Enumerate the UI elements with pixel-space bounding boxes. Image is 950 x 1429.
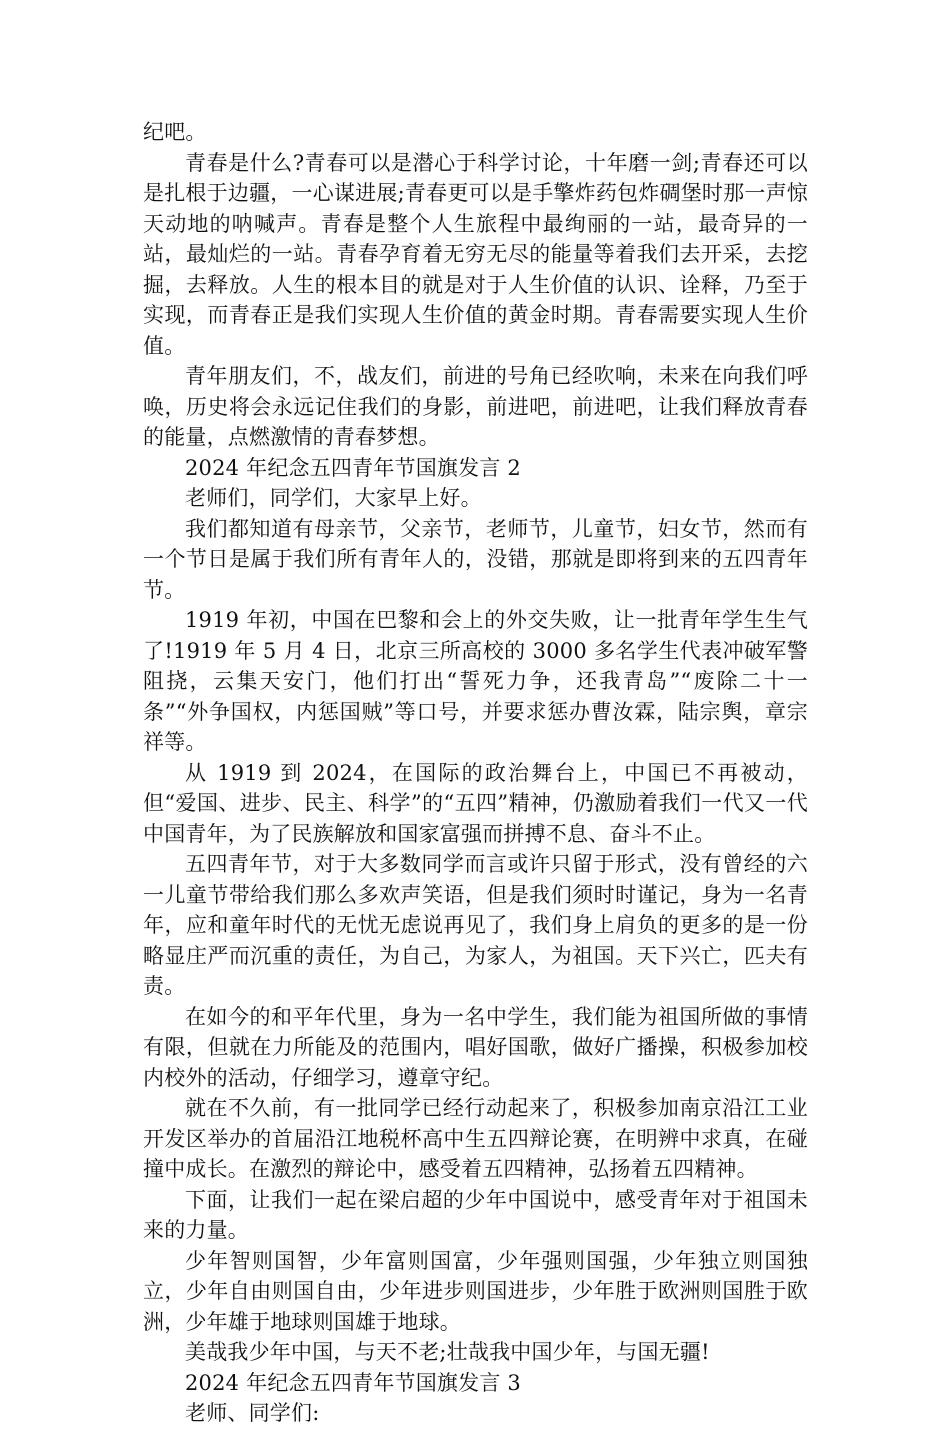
paragraph-call-to-friends: 青年朋友们，不，战友们，前进的号角已经吹响，未来在向我们呼唤，历史将会永远记住我们的身影，前进吧，前进吧，让我们释放青春的能量，点燃激情的青春梦想。: [143, 364, 808, 449]
paragraph-1919-history: 1919 年初，中国在巴黎和会上的外交失败，让一批青年学生生气了!1919 年 5 月 4 日，北京三所高校的 3000 多名学生代表冲破军警阻挠，云集天安门，他们打出“誓死力争，还我青岛”“废除二十一条”“外争国权，内惩国贼”等口号，并要求惩办曹汝霖，陆宗舆，章宗祥等。: [143, 608, 808, 754]
paragraph-continuation: 纪吧。: [143, 120, 207, 144]
paragraph-youth-responsibility: 五四青年节，对于大多数同学而言或许只留于形式，没有曾经的六一儿童节带给我们那么多欢声笑语，但是我们须时时谨记，身为一名青年，应和童年时代的无忧无虑说再见了，我们身上肩负的更多的是一份略显庄严而沉重的责任，为自己，为家人，为祖国。天下兴亡，匹夫有责。: [143, 852, 808, 998]
paragraph-greeting: 老师们，同学们，大家早上好。: [185, 486, 482, 510]
section-heading-speech-2: 2024 年纪念五四青年节国旗发言 2: [185, 455, 521, 480]
document-body: [143, 117, 808, 1429]
paragraph-greeting-3: 老师、同学们:: [185, 1401, 320, 1425]
paragraph-young-china-quote: 少年智则国智，少年富则国富，少年强则国强，少年独立则国独立，少年自由则国自由，少年进步则国进步，少年胜于欧洲则国胜于欧洲，少年雄于地球则国雄于地球。: [143, 1248, 808, 1334]
paragraph-liang-qichao-intro: 下面，让我们一起在梁启超的少年中国说中，感受青年对于祖国未来的力量。: [143, 1187, 808, 1242]
paragraph-peace-era: 在如今的和平年代里，身为一名中学生，我们能为祖国所做的事情有限，但就在力所能及的范围内，唱好国歌，做好广播操，积极参加校内校外的活动，仔细学习，遵章守纪。: [143, 1004, 808, 1090]
paragraph-may-fourth-spirit: 从 1919 到 2024，在国际的政治舞台上，中国已不再被动，但“爱国、进步、民主、科学”的“五四”精神，仍激励着我们一代又一代中国青年，为了民族解放和国家富强而拼搏不息、奋斗不止。: [143, 760, 808, 846]
paragraph-youth-definition: 青春是什么?青春可以是潜心于科学讨论，十年磨一剑;青春还可以是扎根于边疆，一心谋进展;青春更可以是手擎炸药包炸碉堡时那一声惊天动地的呐喊声。青春是整个人生旅程中最绚丽的一站，最奇异的一站，最灿烂的一站。青春孕育着无穷无尽的能量等着我们去开采，去挖掘，去释放。人生的根本目的就是对于人生价值的认识、诠释，乃至于实现，而青春正是我们实现人生价值的黄金时期。青春需要实现人生价值。: [143, 150, 808, 358]
section-heading-speech-3: 2024 年纪念五四青年节国旗发言 3: [185, 1370, 521, 1395]
paragraph-holidays: 我们都知道有母亲节，父亲节，老师节，儿童节，妇女节，然而有一个节日是属于我们所有青年人的，没错，那就是即将到来的五四青年节。: [143, 516, 808, 602]
paragraph-debate: 就在不久前，有一批同学已经行动起来了，积极参加南京沿江工业开发区举办的首届沿江地税杯高中生五四辩论赛，在明辨中求真，在碰撞中成长。在激烈的辩论中，感受着五四精神，弘扬着五四精神。: [143, 1096, 808, 1181]
paragraph-young-china-closing: 美哉我少年中国，与天不老;壮哉我中国少年，与国无疆!: [185, 1340, 710, 1364]
